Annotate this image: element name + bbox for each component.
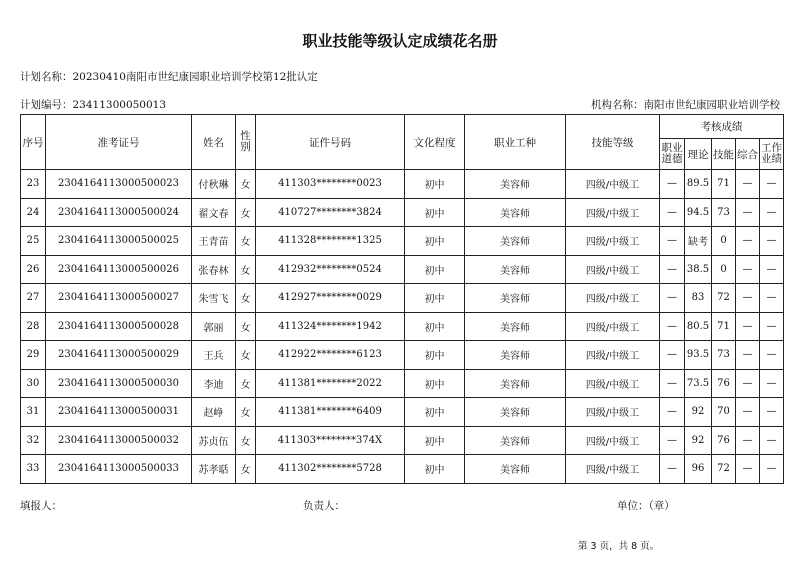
col-header-ethics: 职业道德 [660, 139, 685, 170]
cell-job: 美容师 [465, 341, 566, 370]
cell-theory: 89.5 [685, 170, 712, 199]
cell-education: 初中 [405, 426, 465, 455]
cell-name: 王青苗 [192, 227, 236, 256]
cell-name: 王兵 [192, 341, 236, 370]
cell-theory: 73.5 [685, 369, 712, 398]
cell-seq: 32 [21, 426, 46, 455]
cell-ethics: — [660, 284, 685, 313]
cell-seq: 28 [21, 312, 46, 341]
cell-job: 美容师 [465, 369, 566, 398]
cell-ethics: — [660, 198, 685, 227]
cell-seq: 24 [21, 198, 46, 227]
cell-education: 初中 [405, 170, 465, 199]
cell-level: 四级/中级工 [566, 170, 660, 199]
cell-gender: 女 [236, 170, 256, 199]
col-header-name: 姓名 [192, 115, 236, 170]
cell-id-no: 411381********2022 [256, 369, 405, 398]
cell-exam-no: 2304164113000500024 [46, 198, 192, 227]
cell-skill: 71 [712, 312, 736, 341]
cell-work: — [760, 398, 784, 427]
table-row [21, 198, 784, 227]
cell-job: 美容师 [465, 398, 566, 427]
cell-education: 初中 [405, 398, 465, 427]
unit-seal-label: 单位：（章） [617, 500, 675, 512]
cell-name: 赵峥 [192, 398, 236, 427]
col-header-theory: 理论 [685, 139, 712, 170]
cell-overall: — [736, 284, 760, 313]
cell-overall: — [736, 170, 760, 199]
cell-name: 苏贞伍 [192, 426, 236, 455]
cell-gender: 女 [236, 426, 256, 455]
cell-work: — [760, 284, 784, 313]
cell-education: 初中 [405, 341, 465, 370]
cell-name: 苏孝聒 [192, 455, 236, 484]
cell-theory: 96 [685, 455, 712, 484]
cell-job: 美容师 [465, 426, 566, 455]
cell-skill: 72 [712, 284, 736, 313]
col-header-gender: 性别 [236, 115, 256, 170]
cell-work: — [760, 227, 784, 256]
cell-name: 郭丽 [192, 312, 236, 341]
cell-name: 翟文春 [192, 198, 236, 227]
cell-education: 初中 [405, 198, 465, 227]
cell-job: 美容师 [465, 284, 566, 313]
cell-level: 四级/中级工 [566, 284, 660, 313]
table-row [21, 170, 784, 199]
org-name [591, 97, 780, 112]
cell-ethics: — [660, 455, 685, 484]
cell-job: 美容师 [465, 312, 566, 341]
cell-ethics: — [660, 398, 685, 427]
cell-id-no: 412922********6123 [256, 341, 405, 370]
cell-level: 四级/中级工 [566, 198, 660, 227]
cell-gender: 女 [236, 312, 256, 341]
cell-skill: 72 [712, 455, 736, 484]
cell-ethics: — [660, 369, 685, 398]
cell-exam-no: 2304164113000500030 [46, 369, 192, 398]
cell-job: 美容师 [465, 227, 566, 256]
col-header-job: 职业工种 [465, 115, 566, 170]
cell-ethics: — [660, 255, 685, 284]
score-roster-table [20, 114, 784, 484]
cell-exam-no: 2304164113000500027 [46, 284, 192, 313]
cell-gender: 女 [236, 227, 256, 256]
cell-overall: — [736, 227, 760, 256]
cell-theory: 93.5 [685, 341, 712, 370]
cell-gender: 女 [236, 284, 256, 313]
cell-level: 四级/中级工 [566, 398, 660, 427]
cell-overall: — [736, 312, 760, 341]
page-title: 职业技能等级认定成绩花名册 [302, 32, 498, 50]
cell-id-no: 411302********5728 [256, 455, 405, 484]
cell-work: — [760, 255, 784, 284]
cell-job: 美容师 [465, 255, 566, 284]
cell-gender: 女 [236, 455, 256, 484]
cell-exam-no: 2304164113000500032 [46, 426, 192, 455]
plan-name [20, 69, 318, 84]
plan-code [20, 97, 166, 112]
cell-seq: 23 [21, 170, 46, 199]
cell-level: 四级/中级工 [566, 341, 660, 370]
col-header-exam-no: 准考证号 [46, 115, 192, 170]
cell-exam-no: 2304164113000500023 [46, 170, 192, 199]
cell-name: 张春林 [192, 255, 236, 284]
cell-theory: 92 [685, 426, 712, 455]
table-row [21, 455, 784, 484]
cell-ethics: — [660, 227, 685, 256]
org-name-label: 机构名称： [591, 99, 644, 111]
col-header-work: 工作业绩 [760, 139, 784, 170]
cell-education: 初中 [405, 255, 465, 284]
cell-exam-no: 2304164113000500029 [46, 341, 192, 370]
col-header-overall: 综合 [736, 139, 760, 170]
cell-gender: 女 [236, 341, 256, 370]
cell-exam-no: 2304164113000500033 [46, 455, 192, 484]
table-row [21, 398, 784, 427]
cell-level: 四级/中级工 [566, 426, 660, 455]
cell-level: 四级/中级工 [566, 312, 660, 341]
cell-job: 美容师 [465, 455, 566, 484]
cell-job: 美容师 [465, 170, 566, 199]
cell-theory: 缺考 [685, 227, 712, 256]
plan-code-label: 计划编号： [20, 99, 73, 111]
cell-education: 初中 [405, 312, 465, 341]
cell-exam-no: 2304164113000500026 [46, 255, 192, 284]
table-row [21, 426, 784, 455]
plan-name-value: 20230410南阳市世纪康园职业培训学校第12批认定 [72, 71, 318, 83]
cell-ethics: — [660, 341, 685, 370]
cell-id-no: 411303********374X [256, 426, 405, 455]
cell-skill: 76 [712, 426, 736, 455]
cell-id-no: 412932********0524 [256, 255, 405, 284]
cell-job: 美容师 [465, 198, 566, 227]
cell-ethics: — [660, 170, 685, 199]
cell-seq: 33 [21, 455, 46, 484]
col-header-id-no: 证件号码 [256, 115, 405, 170]
cell-skill: 76 [712, 369, 736, 398]
col-header-scores: 考核成绩 [660, 115, 784, 139]
cell-ethics: — [660, 426, 685, 455]
cell-overall: — [736, 255, 760, 284]
table-row [21, 284, 784, 313]
page-indicator: 第 3 页，共 8 页。 [578, 541, 660, 552]
cell-exam-no: 2304164113000500025 [46, 227, 192, 256]
cell-work: — [760, 312, 784, 341]
cell-overall: — [736, 455, 760, 484]
cell-gender: 女 [236, 198, 256, 227]
cell-theory: 38.5 [685, 255, 712, 284]
cell-id-no: 411324********1942 [256, 312, 405, 341]
cell-id-no: 411381********6409 [256, 398, 405, 427]
cell-work: — [760, 369, 784, 398]
cell-work: — [760, 455, 784, 484]
table-row [21, 312, 784, 341]
cell-skill: 0 [712, 255, 736, 284]
cell-overall: — [736, 426, 760, 455]
table-row [21, 369, 784, 398]
cell-name: 朱雪飞 [192, 284, 236, 313]
cell-work: — [760, 170, 784, 199]
cell-skill: 71 [712, 170, 736, 199]
cell-seq: 29 [21, 341, 46, 370]
cell-ethics: — [660, 312, 685, 341]
filler-label: 填报人： [20, 500, 62, 512]
cell-work: — [760, 426, 784, 455]
cell-overall: — [736, 198, 760, 227]
cell-skill: 70 [712, 398, 736, 427]
table-row [21, 255, 784, 284]
cell-education: 初中 [405, 455, 465, 484]
plan-code-value: 23411300050013 [72, 99, 167, 111]
cell-overall: — [736, 398, 760, 427]
cell-gender: 女 [236, 398, 256, 427]
cell-seq: 25 [21, 227, 46, 256]
cell-id-no: 411328********1325 [256, 227, 405, 256]
cell-education: 初中 [405, 369, 465, 398]
col-header-seq: 序号 [21, 115, 46, 170]
cell-overall: — [736, 341, 760, 370]
cell-theory: 92 [685, 398, 712, 427]
col-header-level: 技能等级 [566, 115, 660, 170]
cell-name: 付秋琳 [192, 170, 236, 199]
cell-exam-no: 2304164113000500031 [46, 398, 192, 427]
owner-label: 负责人： [303, 500, 345, 512]
cell-exam-no: 2304164113000500028 [46, 312, 192, 341]
cell-seq: 26 [21, 255, 46, 284]
plan-name-label: 计划名称： [20, 71, 73, 83]
cell-theory: 80.5 [685, 312, 712, 341]
cell-theory: 83 [685, 284, 712, 313]
cell-gender: 女 [236, 255, 256, 284]
cell-skill: 0 [712, 227, 736, 256]
cell-gender: 女 [236, 369, 256, 398]
cell-name: 李迪 [192, 369, 236, 398]
cell-work: — [760, 341, 784, 370]
cell-level: 四级/中级工 [566, 369, 660, 398]
cell-seq: 27 [21, 284, 46, 313]
table-row [21, 341, 784, 370]
cell-education: 初中 [405, 284, 465, 313]
cell-work: — [760, 198, 784, 227]
cell-education: 初中 [405, 227, 465, 256]
cell-level: 四级/中级工 [566, 227, 660, 256]
cell-id-no: 411303********0023 [256, 170, 405, 199]
cell-level: 四级/中级工 [566, 255, 660, 284]
cell-seq: 30 [21, 369, 46, 398]
cell-id-no: 412927********0029 [256, 284, 405, 313]
cell-theory: 94.5 [685, 198, 712, 227]
cell-skill: 73 [712, 198, 736, 227]
cell-overall: — [736, 369, 760, 398]
col-header-education: 文化程度 [405, 115, 465, 170]
cell-seq: 31 [21, 398, 46, 427]
col-header-skill: 技能 [712, 139, 736, 170]
table-row [21, 227, 784, 256]
org-name-value: 南阳市世纪康园职业培训学校 [643, 99, 780, 111]
cell-level: 四级/中级工 [566, 455, 660, 484]
cell-id-no: 410727********3824 [256, 198, 405, 227]
cell-skill: 73 [712, 341, 736, 370]
